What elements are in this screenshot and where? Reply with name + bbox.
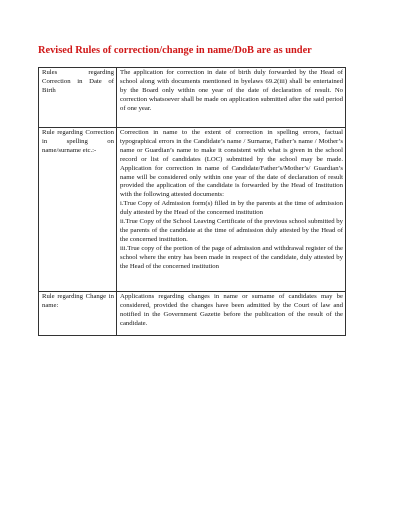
- rules-table: [38, 67, 346, 336]
- page-heading: Revised Rules of correction/change in name/DoB are as under: [38, 45, 312, 56]
- rule-label-cell: [39, 68, 117, 128]
- rule-body-cell: [117, 128, 346, 292]
- rule-label-dob: Rules regarding Correction in Date of Birth: [42, 69, 114, 94]
- table-row: [39, 128, 346, 292]
- rule-text-dob: The application for correction in date of birth duly forwarded by the Head of school along with documents mentioned in byelaws 69.2(iii) shall be entertained by the Board only within one year of the date of declaration of result. No correction whatsoever shall be made on application submitted after the said period of one year.: [120, 69, 343, 112]
- rule-label-cell: [39, 128, 117, 292]
- rule-text-spelling-item-3: iii.True copy of the portion of the page of admission and withdrawal register of the school where the entry has been made in respect of the candidate, duly attested by the Head of the concerned institution: [120, 244, 343, 270]
- rule-body-cell: [117, 292, 346, 336]
- rule-text-spelling-item-1: i.True Copy of Admission form(s) filled in by the parents at the time of admission duly attested by the Head of the concerned institution: [120, 200, 343, 217]
- table-row: [39, 292, 346, 336]
- rule-text-spelling-item-2: ii.True Copy of the School Leaving Certificate of the previous school submitted by the parents of the candidate at the time of admission duly attested by the Head of the concerned institution.: [120, 218, 343, 243]
- rule-text-spelling-intro: Correction in name to the extent of correction in spelling errors, factual typographical errors in the Candidate’s name / Surname, Father’s name / Mother’s name or Guardian’s name to make it consistent with what is given in the school record or list of candidates (LOC) submitted by the school may be made. Application for correction in name of Candidate/Father’s/Mother’s/ Guardian’s name will be considered only within one year of the date of declaration of result provided the application of the candidate is forwarded by the Head of Institution with the following attested documents:: [120, 129, 343, 199]
- rule-label-spelling: Rule regarding Correction in spelling on name/surname etc.:-: [42, 129, 114, 154]
- rule-text-name-change: Applications regarding changes in name or surname of candidates may be considered, provided the changes have been admitted by the Court of law and notified in the Government Gazette before the publication of the result of the candidate.: [120, 293, 343, 327]
- rule-label-name-change: Rule regarding Change in name:: [42, 293, 114, 309]
- table-row: [39, 68, 346, 128]
- rule-body-cell: [117, 68, 346, 128]
- rule-label-cell: [39, 292, 117, 336]
